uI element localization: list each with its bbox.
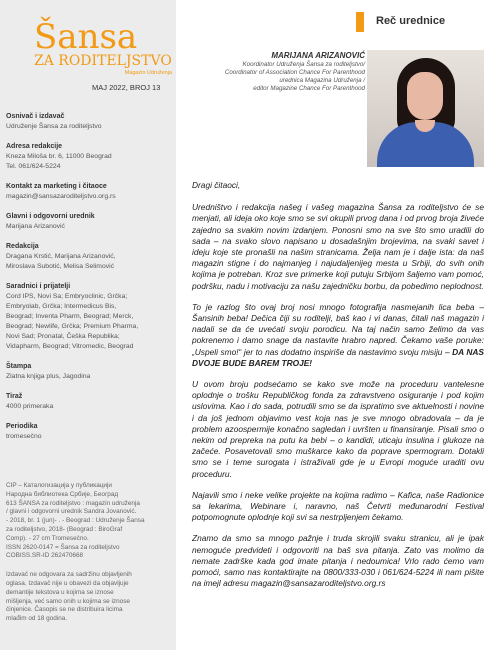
meta-label: Tiraž	[6, 393, 23, 400]
editor-photo	[367, 50, 484, 167]
editor-name: MARIJANA ARIZANOVIĆ	[271, 51, 365, 60]
editor-info	[192, 50, 365, 93]
letter-text: To je razlog što ovaj broj nosi mnogo fotografija nasmejanih lica beba – Šansinih beba! Dečica čiji su roditelji, baš kao i vi danas, čitali naš magazin i nadali se da će uvećati svoju porodicu. Na taj način samo želimo da vas pokrenemo i damo snage da nastavite hrabro napred. Čekamo vaše poruke: „Uspeli smo!“ jer to nas dodatno inspiriše da nastavimo svoju misiju –	[192, 301, 484, 357]
letter-paragraph: Najavili smo i neke velike projekte na kojima radimo – Kafica, naše Radionice sa lekarima, Webinare i, naravno, naš Četvrti međunarodni Festival potpomognute oplodnje koji svi sa nestrpljenjem čekamo.	[192, 489, 484, 523]
section-marker	[356, 12, 364, 32]
meta-value: magazin@sansazaroditeljstvo.org.rs	[6, 193, 116, 200]
meta-value: Dragana Krstić, Marijana Arizanović, Miroslava Subotić, Melisa Selimović	[6, 253, 116, 270]
meta-value: Zlatna knjiga plus, Jagodina	[6, 373, 91, 380]
meta-block	[6, 142, 172, 172]
meta-label: Saradnici i prijatelji	[6, 283, 71, 290]
meta-label: Glavni i odgovorni urednik	[6, 213, 95, 220]
meta-label: Adresa redakcije	[6, 143, 63, 150]
letter-paragraph: Uredništvo i redakcija našeg i vašeg magazina Šansa za roditeljstvo će se menjati, ali ideja oko koje smo se svi okupili prvog dana i od prvog broja živeće zajedno sa svakim novim izdanjem. Ponosni smo na sve što smo uradili do sada – na svako slovo napisano u dosadašnjim brojevima, na svaki savet i ideju koje ste pronašli na našim stranicama. Želja nam je i dalje ista: da naš magazin stigne i do najmanjeg i najudaljenijeg mesta u Srbiji, do svih onih kojima je potreban. Kroz sve primerke koji putuju Srbijom šaljemo vam pomoć, podršku, nadu i motivaciju za našu zajedničku borbu, da pobedimo neplodnost.	[192, 202, 484, 291]
letter-greeting: Dragi čitaoci,	[192, 180, 241, 190]
meta-label: Kontakt za marketing i čitaoce	[6, 183, 107, 190]
letter-paragraph: Znamo da smo sa mnogo pažnje i truda skrojili svaku stranicu, ali je ipak nemoguće predvideti i odgovoriti na baš sva pitanja. Zato vas molimo da nemate zadrške kada god imate pitanja i nedoumica! Vrlo rado ćemo vam pomoći, samo nas kontaktirajte na 0800/333-030 i 061/624-5224 ili nam pišite na imejl adresu magazin@sansazaroditeljstvo.org.rs	[192, 533, 484, 589]
meta-block	[6, 112, 172, 132]
editor-role: Koordinator Udruženja Šansa za roditeljstvo/ Coordinator of Association Chance For Parenthood urednica Magazina Udruženja / editor Magazine Chance For Parenthood	[224, 61, 365, 92]
meta-value: Udruženje Šansa za roditeljstvo	[6, 123, 102, 130]
publisher-disclaimer: Izdavač ne odgovara za sadržinu objavljenih oglasa. Izdavač nije u obavezi da objavljuje demantije tekstova u kojima se iznose mišljenja, već samo onih u kojima se iznose činjenice. Časopis se ne distribuira licima mlađim od 18 godina.	[6, 571, 132, 623]
cip-record	[6, 482, 172, 624]
logo-tagline: Magazin Udruženja	[124, 70, 172, 76]
meta-value: Kneza Miloša br. 6, 11000 Beograd Tel. 061/624-5224	[6, 153, 112, 170]
meta-block	[6, 392, 172, 412]
meta-block	[6, 422, 172, 442]
logo-subtitle: ZA RODITELJSTVO	[34, 53, 172, 69]
issue-date: MAJ 2022, BROJ 13	[92, 83, 161, 92]
letter-paragraph	[192, 302, 484, 369]
meta-block	[6, 212, 172, 232]
meta-label: Osnivač i izdavač	[6, 113, 65, 120]
meta-label: Periodika	[6, 423, 38, 430]
editor-letter	[192, 180, 484, 600]
meta-value: tromesečno	[6, 433, 42, 440]
photo-face	[407, 72, 443, 120]
magazine-logo	[34, 17, 174, 80]
meta-block	[6, 242, 172, 272]
cip-text: CIP – Каталогизација у публикацији Народна библиотека Србије, Београд 613 ŠANSA za roditeljstvo : magazin udruženja / glavni i odgovorni urednik Sandra Jovanović. - 2018, br. 1 (jun)- . - Beograd : Udruženje Šansa za roditeljstvo, 2018- (Beograd : BiroGraf Comp). - 27 cm Tromesečno. ISSN 2620-0147 = Šansa za roditeljstvo COBISS.SR-ID 262470668	[6, 482, 145, 560]
meta-value: 4000 primeraka	[6, 403, 54, 410]
logo-title: Šansa	[34, 17, 138, 57]
masthead-details	[6, 112, 172, 452]
meta-value: Marijana Arizanović	[6, 223, 65, 230]
section-label: Reč urednice	[376, 15, 446, 27]
letter-paragraph: U ovom broju podsećamo se kako sve može na proceduru vantelesne oplodnje o trošku Republičkog fonda za zdravstveno osiguranje i pod kojim uslovima. Kao i do sada, potrudili smo se da ispratimo sve aktuelnosti i novine i da još jednom objavimo vest koja nas je sve mnogo obradovala – da je problem azoospermije konačno sagledan i uvršten u finansiranje. Pisali smo o nekim od prepreka na putu ka bebi – o kandidi, uticaju insulina i glukoze na začeće. Posavetovali smo muškarce kako da poprave spermogram. Dotakli smo se i teme surogata i istraživali gde je u Evropi moguće uraditi ovu proceduru.	[192, 379, 484, 479]
meta-block	[6, 282, 172, 352]
letter-slogan: DA NAS DVOJE BUDE BAREM TROJE!	[192, 346, 484, 368]
meta-block	[6, 182, 172, 202]
meta-block	[6, 362, 172, 382]
meta-label: Redakcija	[6, 243, 39, 250]
meta-label: Štampa	[6, 363, 32, 370]
meta-value: Cord IPS, Novi Sa; Embryoclinic, Grčka; Embryolab, Grčka; Intermedicus Bis, Beograd; Inventa Pharm, Beograd; Merck, Beograd; Newlife, Grčka; Premium Pharma, Novi Sad; Pronatal, Češka Republika; Vidapharm, Beograd; Vitromedic, Beograd	[6, 293, 139, 350]
